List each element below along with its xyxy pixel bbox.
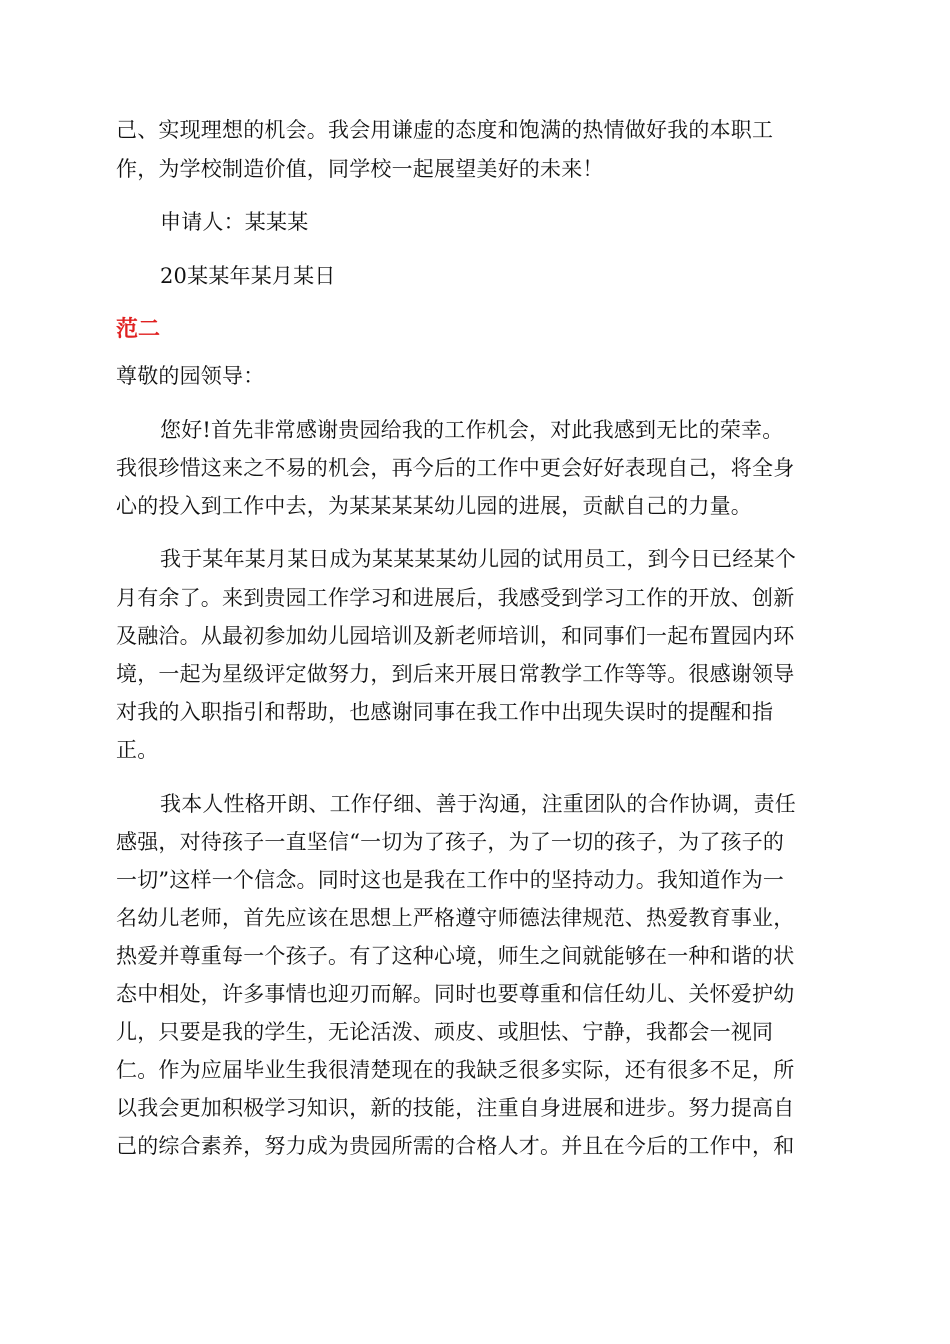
text-line: 热爱并尊重每一个孩子。有了这种心境，师生之间就能够在一种和谐的状 (116, 944, 795, 968)
text-line: 以我会更加积极学习知识，新的技能，注重自身进展和进步。努力提高自 (116, 1096, 795, 1120)
text-line: 一切”这样一个信念。同时这也是我在工作中的坚持动力。我知道作为一 (116, 868, 785, 892)
text-line: 正。 (116, 738, 159, 762)
text-line: 名幼儿老师，首先应该在思想上严格遵守师德法律规范、热爱教育事业， (116, 906, 795, 930)
text-line: 感强，对待孩子一直坚信“一切为了孩子，为了一切的孩子，为了孩子的 (116, 830, 785, 854)
applicant-signature: 申请人：某某某 (160, 210, 309, 234)
text-line: 我很珍惜这来之不易的机会，再今后的工作中更会好好表现自己，将全身 (116, 456, 795, 480)
section-heading: 范二 (116, 317, 161, 342)
text-line: 儿，只要是我的学生，无论活泼、顽皮、或胆怯、宁静，我都会一视同 (116, 1020, 774, 1044)
text-line: 心的投入到工作中去，为某某某某幼儿园的进展，贡献自己的力量。 (116, 494, 752, 518)
text-line: 对我的入职指引和帮助，也感谢同事在我工作中出现失误时的提醒和指 (116, 700, 774, 724)
salutation: 尊敬的园领导： (116, 364, 265, 388)
text-line: 作，为学校制造价值，同学校一起展望美好的未来！ (116, 157, 604, 181)
text-line: 我于某年某月某日成为某某某某幼儿园的试用员工，到今日已经某个 (160, 547, 796, 571)
text-line: 己的综合素养，努力成为贵园所需的合格人才。并且在今后的工作中，和 (116, 1134, 795, 1158)
text-line: 态中相处，许多事情也迎刃而解。同时也要尊重和信任幼儿、关怀爱护幼 (116, 982, 795, 1006)
text-line: 月有余了。来到贵园工作学习和进展后，我感受到学习工作的开放、创新 (116, 586, 795, 610)
text-line: 您好!首先非常感谢贵园给我的工作机会，对此我感到无比的荣幸。 (160, 418, 784, 442)
text-line: 己、实现理想的机会。我会用谦虚的态度和饱满的热情做好我的本职工 (116, 118, 774, 142)
text-line: 及融洽。从最初参加幼儿园培训及新老师培训，和同事们一起布置园内环 (116, 624, 795, 648)
text-line: 我本人性格开朗、工作仔细、善于沟通，注重团队的合作协调，责任 (160, 792, 796, 816)
signature-date: 20某某年某月某日 (160, 264, 336, 288)
text-line: 境，一起为星级评定做努力，到后来开展日常教学工作等等。很感谢领导 (116, 662, 795, 686)
text-line: 仁。作为应届毕业生我很清楚现在的我缺乏很多实际，还有很多不足，所 (116, 1058, 795, 1082)
